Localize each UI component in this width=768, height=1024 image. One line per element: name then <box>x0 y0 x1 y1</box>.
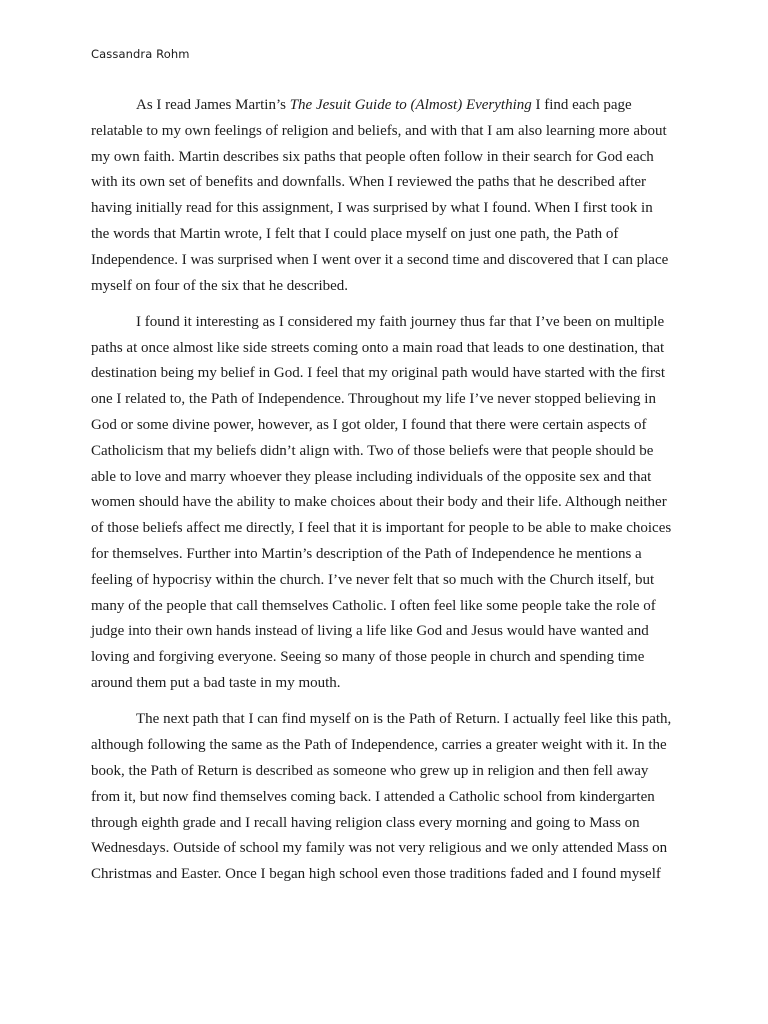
text-line: for themselves. Further into Martin’s description of the Path of Independence he mentions a <box>91 546 642 563</box>
text-line: women should have the ability to make choices about their body and their life. Although neither <box>91 494 667 511</box>
text-line: one I related to, the Path of Independence. Throughout my life I’ve never stopped believing in <box>91 391 656 408</box>
text-line: Catholicism that my beliefs didn’t align with. Two of those beliefs were that people should be <box>91 442 654 459</box>
paragraph <box>91 310 681 697</box>
text-line: God or some divine power, however, as I got older, I found that there were certain aspects of <box>91 417 647 434</box>
text-line: judge into their own hands instead of living a life like God and Jesus would have wanted and <box>91 623 649 640</box>
text-line: feeling of hypocrisy within the church. I’ve never felt that so much with the Church itself, but <box>91 571 655 588</box>
text-line: able to love and marry whoever they please including individuals of the opposite sex and that <box>91 468 652 485</box>
text-segment: As I read James Martin’s <box>136 97 290 113</box>
text-line: around them put a bad taste in my mouth. <box>91 675 341 692</box>
paragraph <box>91 707 681 888</box>
text-line: I found it interesting as I considered my faith journey thus far that I’ve been on multiple <box>136 313 665 330</box>
text-line: my own faith. Martin describes six paths that people often follow in their search for God each <box>91 148 654 165</box>
text-line: from it, but now find themselves coming back. I attended a Catholic school from kindergarten <box>91 788 655 805</box>
text-line <box>91 93 681 119</box>
text-line: although following the same as the Path of Independence, carries a greater weight with it. In the <box>91 737 667 754</box>
text-line: Independence. I was surprised when I went over it a second time and discovered that I can place <box>91 251 669 268</box>
author-name: Cassandra Rohm <box>91 47 190 61</box>
text-line: The next path that I can find myself on is the Path of Return. I actually feel like this path, <box>136 711 672 728</box>
text-line: loving and forgiving everyone. Seeing so many of those people in church and spending time <box>91 649 645 666</box>
text-line: of those beliefs affect me directly, I feel that it is important for people to be able to make choices <box>91 520 672 537</box>
text-line: the words that Martin wrote, I felt that I could place myself on just one path, the Path of <box>91 225 619 242</box>
book-title: The Jesuit Guide to (Almost) Everything <box>289 97 532 113</box>
text-line: Christmas and Easter. Once I began high school even those traditions faded and I found myself <box>91 866 661 883</box>
text-line: Wednesdays. Outside of school my family was not very religious and we only attended Mass on <box>91 840 668 857</box>
text-line: relatable to my own feelings of religion and beliefs, and with that I am also learning more about <box>91 122 667 139</box>
text-line: destination being my belief in God. I feel that my original path would have started with the first <box>91 365 666 382</box>
essay-body <box>91 93 681 898</box>
paragraph <box>91 93 681 299</box>
text-line: with its own set of benefits and downfalls. When I reviewed the paths that he described after <box>91 174 646 191</box>
text-line: paths at once almost like side streets coming onto a main road that leads to one destination, that <box>91 339 665 356</box>
text-segment: I find each page <box>531 97 632 113</box>
text-line: book, the Path of Return is described as someone who grew up in religion and then fell away <box>91 762 649 779</box>
text-line: through eighth grade and I recall having religion class every morning and going to Mass on <box>91 814 640 831</box>
text-line: having initially read for this assignment, I was surprised by what I found. When I first took in <box>91 200 653 217</box>
text-line: many of the people that call themselves Catholic. I often feel like some people take the role of <box>91 597 656 614</box>
text-line: myself on four of the six that he described. <box>91 277 349 294</box>
